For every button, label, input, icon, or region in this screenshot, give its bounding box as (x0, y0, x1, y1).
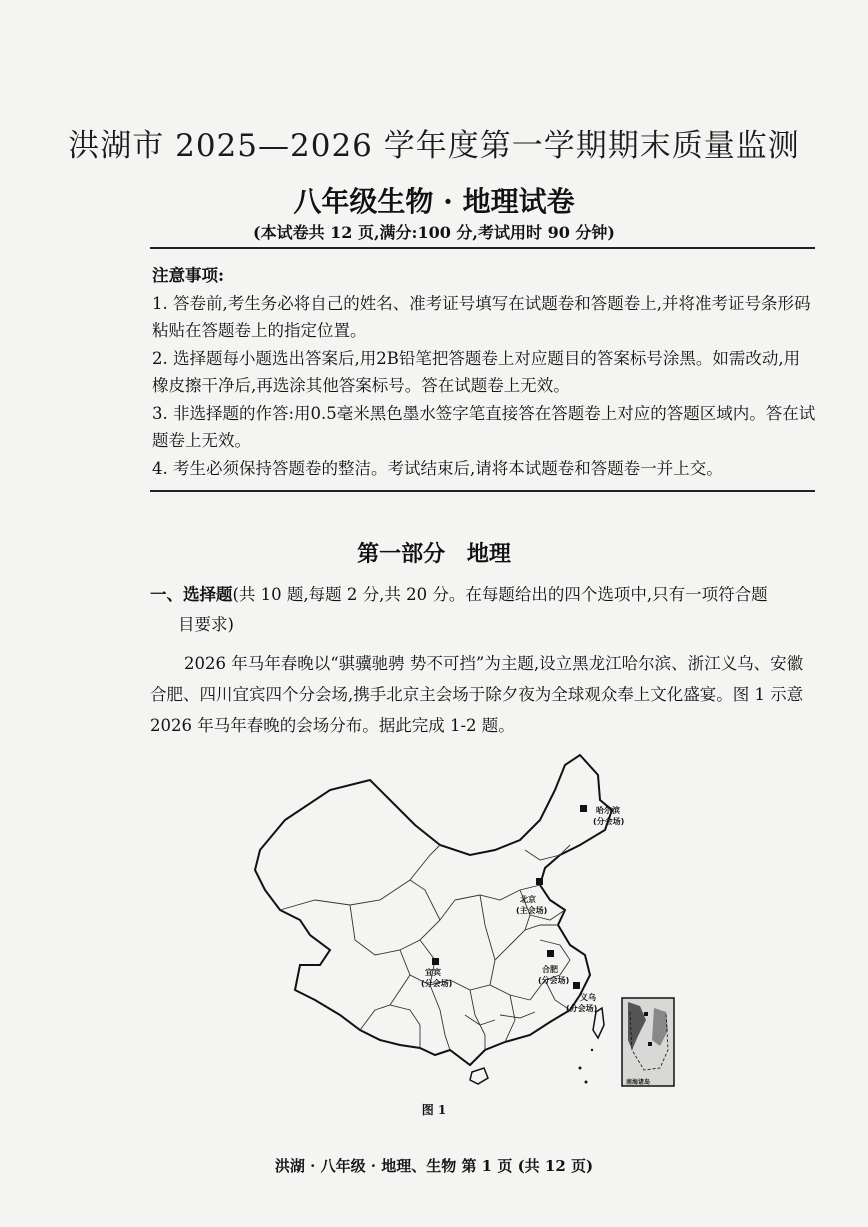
question-group-label: 一、选择题 (150, 585, 233, 604)
passage-text: 2026 年马年春晚以“骐骥驰骋 势不可挡”为主题,设立黑龙江哈尔滨、浙江义乌、安徽合肥、四川宜宾四个分会场,携手北京主会场于除夕夜为全球观众奉上文化盛宴。图 1 示意 2026 年马年春晚的会场分布。据此完成 1-2 题。 (150, 654, 804, 735)
notes-item: 3. 非选择题的作答:用0.5毫米黑色墨水签字笔直接答在答题卷上对应的答题区域内。答在试题卷上无效。 (152, 403, 816, 450)
notes-item: 2. 选择题每小题选出答案后,用2B铅笔把答题卷上对应题目的答案标号涂黑。如需改动,用橡皮擦干净后,再选涂其他答案标号。答在试题卷上无效。 (152, 348, 801, 395)
china-outline (255, 755, 612, 1065)
section-title: 第一部分 地理 (357, 541, 511, 567)
question-group-header (150, 580, 818, 640)
yiwu-marker (566, 982, 597, 1013)
yiwu-label: 义乌 (580, 993, 596, 1002)
south-china-sea-inset (622, 998, 674, 1086)
china-map-figure (240, 750, 680, 1100)
notes-item: 4. 考生必须保持答题卷的整洁。考试结束后,请将本试题卷和答题卷一并上交。 (152, 458, 723, 478)
bottom-divider (150, 490, 815, 492)
figure-caption: 图 1 (421, 1103, 447, 1117)
notes-item: 1. 答卷前,考生务必将自己的姓名、准考证号填写在试题卷和答题卷上,并将准考证号条形码粘贴在答题卷上的指定位置。 (152, 293, 811, 340)
yibin-marker (421, 958, 452, 988)
exam-info: (本试卷共 12 页,满分:100 分,考试用时 90 分钟) (253, 223, 615, 242)
notes-heading: 注意事项: (152, 266, 225, 285)
hefei-label: 合肥 (542, 965, 558, 974)
china-map (240, 750, 680, 1100)
top-divider (150, 247, 815, 249)
yiwu-sublabel: (分会场) (566, 1004, 598, 1013)
harbin-label: 哈尔滨 (596, 806, 620, 815)
province-boundaries (280, 845, 570, 1050)
islands-dots (579, 1049, 594, 1084)
yibin-sublabel: (分会场) (421, 979, 453, 988)
exam-title: 洪湖市 2025—2026 学年度第一学期期末质量监测 (68, 128, 800, 164)
harbin-sublabel: (分会场) (593, 817, 625, 826)
beijing-sublabel: (主会场) (516, 906, 548, 915)
hainan-island (470, 1068, 488, 1084)
subject-title: 八年级生物 · 地理试卷 (293, 185, 575, 218)
question-group-instruction: (共 10 题,每题 2 分,共 20 分。在每题给出的四个选项中,只有一项符合题 (232, 585, 768, 604)
notes-block (152, 262, 816, 482)
beijing-label: 北京 (520, 895, 536, 904)
inset-label: 南海诸岛 (626, 1079, 651, 1086)
page-footer: 洪湖 · 八年级 · 地理、生物 第 1 页 (共 12 页) (274, 1157, 594, 1175)
hefei-sublabel: (分会场) (538, 976, 570, 985)
harbin-marker (580, 805, 624, 826)
yibin-label: 宜宾 (425, 968, 441, 977)
question-group-instruction-cont: 目要求) (178, 615, 234, 634)
beijing-marker (516, 878, 547, 915)
